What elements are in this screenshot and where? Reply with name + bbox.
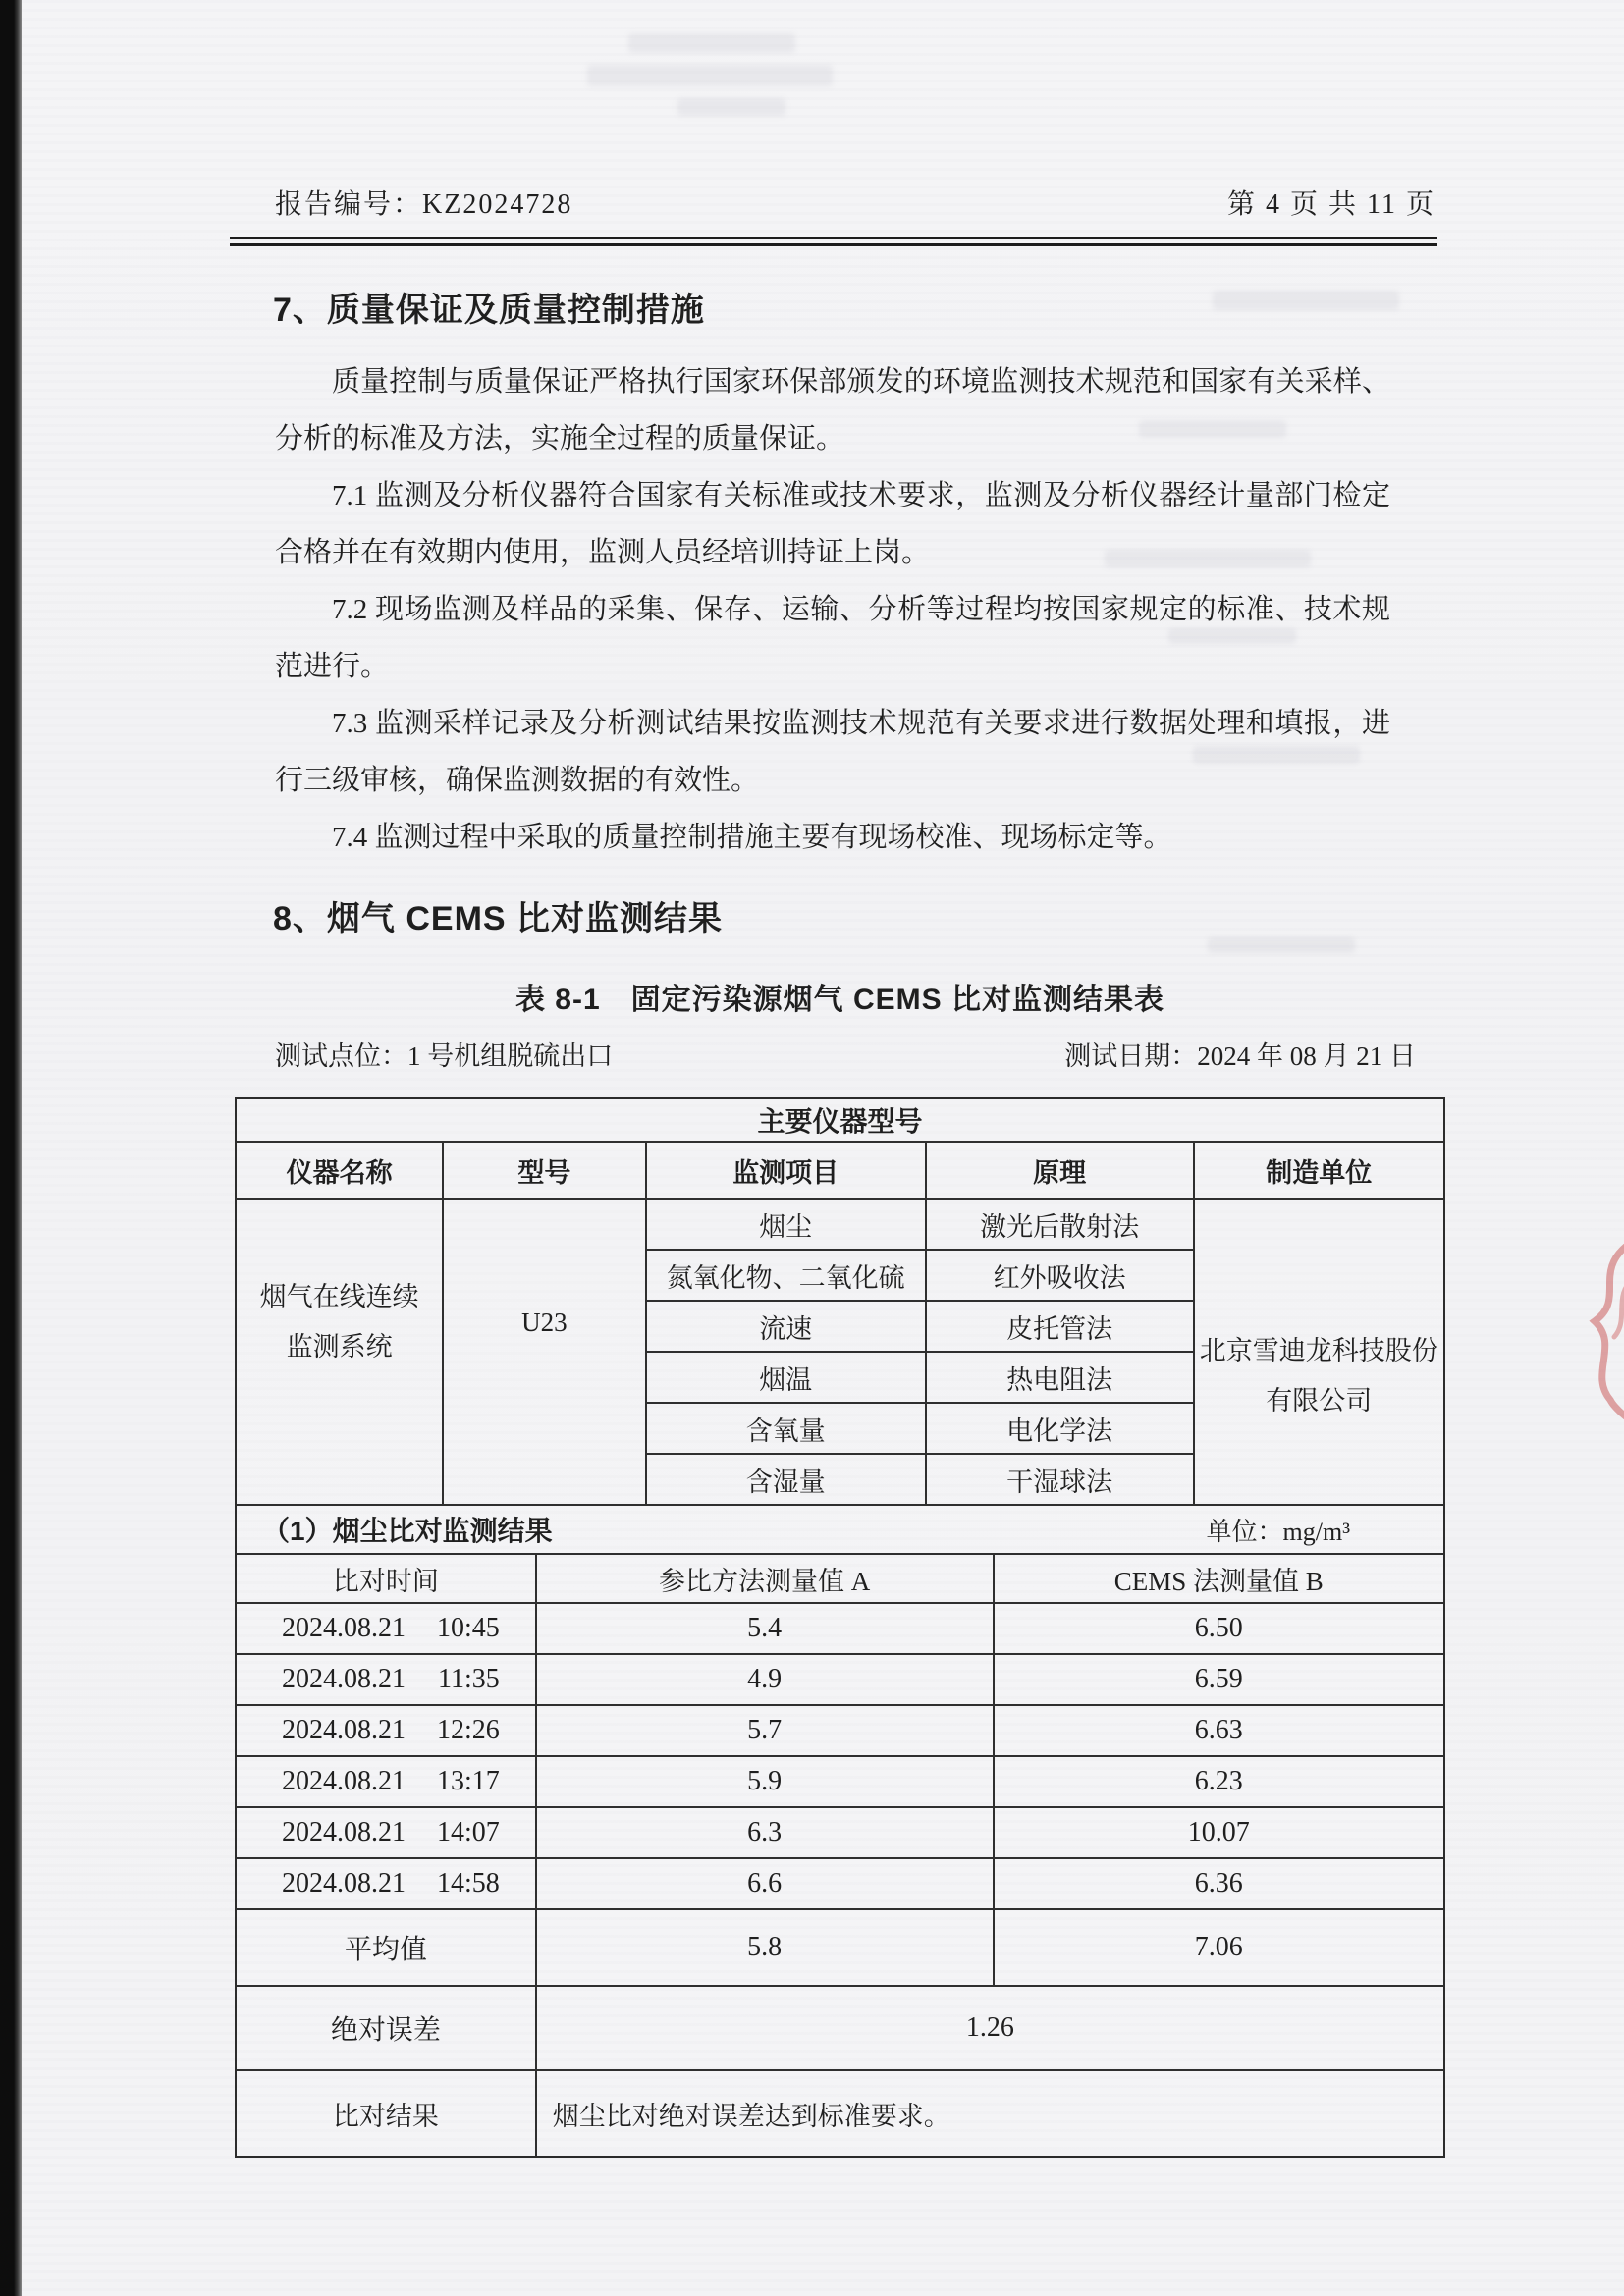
- value-a-cell: 4.9: [536, 1654, 994, 1705]
- instrument-table: [237, 1099, 1443, 1504]
- paragraph: 7.3 监测采样记录及分析测试结果按监测技术规范有关要求进行数据处理和填报，进行三级审核，确保监测数据的有效性。: [275, 708, 1390, 796]
- paragraph: 7.2 现场监测及样品的采集、保存、运输、分析等过程均按国家规定的标准、技术规范进行。: [275, 594, 1390, 682]
- value-a-cell: 6.6: [536, 1858, 994, 1909]
- value-b-cell: 6.59: [994, 1654, 1443, 1705]
- time-cell: 2024.08.21 12:26: [237, 1705, 536, 1756]
- principle-cell: 红外吸收法: [926, 1250, 1194, 1301]
- result-value: 烟尘比对绝对误差达到标准要求。: [536, 2070, 1443, 2156]
- header-double-rule: [230, 237, 1437, 246]
- average-label: 平均值: [237, 1909, 536, 1986]
- item-cell: 流速: [646, 1301, 926, 1352]
- table-row: [237, 1858, 1443, 1909]
- col-header-principle: 原理: [926, 1142, 1194, 1199]
- instrument-table-title: 主要仪器型号: [237, 1099, 1443, 1142]
- value-a-cell: 6.3: [536, 1807, 994, 1858]
- result-label: 比对结果: [237, 2070, 536, 2156]
- abs-error-value: 1.26: [536, 1986, 1443, 2070]
- paragraph: 7.4 监测过程中采取的质量控制措施主要有现场校准、现场标定等。: [332, 822, 1172, 853]
- col-header-time: 比对时间: [237, 1555, 536, 1603]
- table-meta: [275, 1035, 1416, 1073]
- col-header-ref-value-a: 参比方法测量值 A: [536, 1555, 994, 1603]
- table-row: [237, 1705, 1443, 1756]
- model-cell: U23: [443, 1199, 645, 1504]
- item-cell: 含氧量: [646, 1403, 926, 1454]
- col-header-cems-value-b: CEMS 法测量值 B: [994, 1555, 1443, 1603]
- item-cell: 烟尘: [646, 1199, 926, 1250]
- table-row: [237, 1654, 1443, 1705]
- paragraph: 质量控制与质量保证严格执行国家环保部颁发的环境监测技术规范和国家有关采样、分析的标准及方法，实施全过程的质量保证。: [275, 366, 1390, 454]
- table-row: [237, 1756, 1443, 1807]
- section7-heading: 7、质量保证及质量控制措施: [273, 292, 705, 329]
- col-header-manufacturer: 制造单位: [1194, 1142, 1443, 1199]
- principle-cell: 电化学法: [926, 1403, 1194, 1454]
- average-b-cell: 7.06: [994, 1909, 1443, 1986]
- average-row: [237, 1909, 1443, 1986]
- dust-subsection-row: [237, 1504, 1443, 1555]
- bleed-artifact: [677, 98, 785, 116]
- test-date: 测试日期：2024 年 08 月 21 日: [1064, 1041, 1416, 1071]
- item-cell: 烟温: [646, 1352, 926, 1403]
- abs-error-label: 绝对误差: [237, 1986, 536, 2070]
- page-header: [275, 183, 1435, 222]
- time-cell: 2024.08.21 10:45: [237, 1603, 536, 1654]
- time-cell: 2024.08.21 11:35: [237, 1654, 536, 1705]
- value-a-cell: 5.9: [536, 1756, 994, 1807]
- test-point: 测试点位：1 号机组脱硫出口: [275, 1041, 614, 1071]
- col-header-item: 监测项目: [646, 1142, 926, 1199]
- value-a-cell: 5.7: [536, 1705, 994, 1756]
- paragraph: 7.1 监测及分析仪器符合国家有关标准或技术要求，监测及分析仪器经计量部门检定合格并在有效期内使用，监测人员经培训持证上岗。: [275, 480, 1390, 568]
- abs-error-row: [237, 1986, 1443, 2070]
- item-cell: 含湿量: [646, 1454, 926, 1504]
- value-b-cell: 6.23: [994, 1756, 1443, 1807]
- instrument-name-cell: 烟气在线连续监测系统: [237, 1199, 443, 1504]
- unit-label: 单位：mg/m³: [1206, 1517, 1350, 1546]
- dust-subsection-label: （1）烟尘比对监测结果: [262, 1516, 553, 1546]
- red-stamp-artifact: [1555, 1239, 1624, 1425]
- scan-edge: [0, 0, 22, 2296]
- table-row: [237, 1807, 1443, 1858]
- cems-comparison-table: [235, 1097, 1445, 2158]
- principle-cell: 热电阻法: [926, 1352, 1194, 1403]
- section8-heading: 8、烟气 CEMS 比对监测结果: [273, 900, 724, 937]
- result-row: [237, 2070, 1443, 2156]
- col-header-model: 型号: [443, 1142, 645, 1199]
- principle-cell: 激光后散射法: [926, 1199, 1194, 1250]
- report-number: 报告编号：KZ2024728: [275, 189, 573, 220]
- table-row: [237, 1603, 1443, 1654]
- document-page: [22, 0, 1624, 2296]
- bleed-artifact: [1213, 291, 1399, 310]
- bleed-artifact: [1208, 937, 1355, 953]
- page-number: 第 4 页 共 11 页: [1227, 189, 1435, 220]
- value-b-cell: 6.36: [994, 1858, 1443, 1909]
- average-a-cell: 5.8: [536, 1909, 994, 1986]
- value-b-cell: 10.07: [994, 1807, 1443, 1858]
- time-cell: 2024.08.21 14:07: [237, 1807, 536, 1858]
- col-header-instrument-name: 仪器名称: [237, 1142, 443, 1199]
- time-cell: 2024.08.21 13:17: [237, 1756, 536, 1807]
- value-a-cell: 5.4: [536, 1603, 994, 1654]
- value-b-cell: 6.50: [994, 1603, 1443, 1654]
- manufacturer-cell: 北京雪迪龙科技股份有限公司: [1194, 1199, 1443, 1504]
- value-b-cell: 6.63: [994, 1705, 1443, 1756]
- bleed-artifact: [587, 65, 833, 86]
- section7-body: [275, 353, 1390, 866]
- time-cell: 2024.08.21 14:58: [237, 1858, 536, 1909]
- dust-comparison-table: [237, 1555, 1443, 2156]
- principle-cell: 干湿球法: [926, 1454, 1194, 1504]
- table-title: 表 8-1 固定污染源烟气 CEMS 比对监测结果表: [514, 984, 1165, 1016]
- bleed-artifact: [628, 33, 795, 53]
- principle-cell: 皮托管法: [926, 1301, 1194, 1352]
- item-cell: 氮氧化物、二氧化硫: [646, 1250, 926, 1301]
